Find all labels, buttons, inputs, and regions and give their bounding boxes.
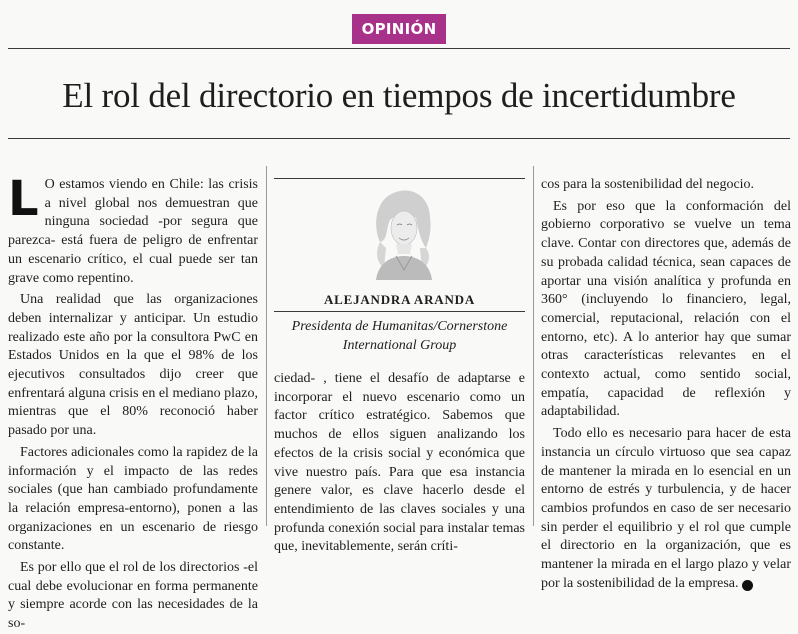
author-portrait bbox=[366, 184, 440, 280]
paragraph: ciedad- , tiene el desafío de adaptarse e incorporar el nuevo escenario como un factor crítico estratégico. Sabemos que muchos de ellos siguen analizando los efectos de la crisis social y económica que vive nuestro país. Para que esa instancia genere valor, es clave hacerlo desde el entendimiento de las claves sociales y una profunda conexión social para instalar temas que, inevitablemente, serán críti- bbox=[274, 371, 525, 555]
end-mark-icon: P bbox=[742, 580, 753, 591]
author-name-rule bbox=[274, 311, 525, 312]
paragraph: Todo ello es necesario para hacer de esta instancia un círculo virtuoso que sea capaz de mantener la mirada en lo esencial en un entorno de estrés y turbulencia, y de hacer cambios profundos en caso de ser necesario sin perder el equilibrio y el rol que cumple el directorio en la organización, que es mantener la mirada en el largo plazo y velar por la sostenibilidad de la empresa. P bbox=[541, 426, 791, 591]
section-tag: OPINIÓN bbox=[352, 14, 446, 44]
paragraph: L O estamos viendo en Chile: las crisis a nivel global nos demuestran que ninguna sociedad -por segura que parezca- está fuera de peligro de enfrentar un escenario crítico, el cual puede ser tan grave como repentino. bbox=[8, 171, 258, 286]
author-name: ALEJANDRA ARANDA bbox=[323, 292, 476, 307]
paragraph: Una realidad que las organizaciones deben internalizar y anticipar. Un estudio realizado este año por la consultora PwC en Estados Unidos en la que el 98% de los ejecutivos consultados dijo creer que enfrentará alguna crisis en el mediano plazo, mientras que el 80% reconoció haber pasado por una. bbox=[8, 292, 258, 439]
paragraph: Es por eso que la conformación del gobierno corporativo se vuelve un tema clave. Contar con directores que, además de su probada calidad técnica, sean capaces de aportar una visión analítica y profunda en 360° (incluyendo lo financiero, legal, comercial, reputacional, relación con el entorno, etc). A lo anterior hay que sumar otras características relevantes en el contexto actual, como sentido social, empatía, capacidad de reflexión y adaptabilidad. bbox=[541, 198, 791, 420]
headline-rule bbox=[8, 138, 790, 139]
paragraph: Factores adicionales como la rapidez de la información y el impacto de las redes sociales (que han cambiado profundamente la relación empresa-entorno), ponen a las organizaciones en un escenario de riesgo constante. bbox=[8, 444, 258, 554]
article-column-2 bbox=[274, 370, 525, 555]
author-role: Presidenta de Humanitas/Cornerstone International Group bbox=[291, 319, 508, 353]
article-column-1 bbox=[8, 171, 258, 632]
column-divider bbox=[266, 166, 267, 526]
headline: El rol del directorio en tiempos de incertidumbre bbox=[62, 76, 736, 115]
author-box bbox=[274, 166, 525, 362]
column-divider bbox=[533, 166, 534, 526]
dropcap: L bbox=[8, 171, 39, 227]
paragraph: Es por ello que el rol de los directorios -el cual debe evolucionar en forma permanente y siempre acorde con las necesidades de la so- bbox=[8, 560, 258, 632]
paragraph: cos para la sostenibilidad del negocio. bbox=[541, 177, 755, 192]
article-column-3 bbox=[541, 176, 791, 591]
author-box-rule bbox=[274, 178, 525, 179]
top-rule bbox=[8, 48, 790, 49]
